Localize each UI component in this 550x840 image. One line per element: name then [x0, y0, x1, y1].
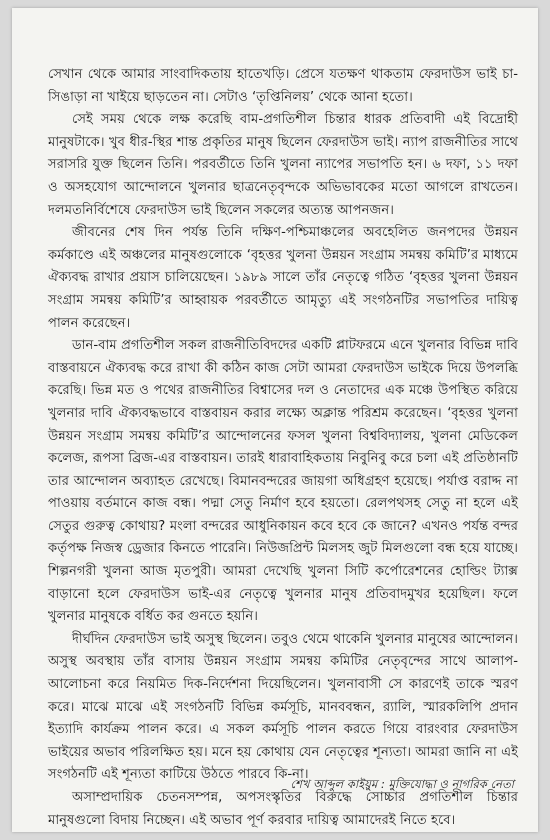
paragraph: দীর্ঘদিন ফেরদাউস ভাই অসুস্থ ছিলেন। তবুও থেমে থাকেনি খুলনার মানুষের আন্দোলন। অসুস্থ অবস্থায় তাঁর বাসায় উন্নয়ন সংগ্রাম সমন্বয় কমিটির নেতৃবৃন্দের সাথে আলাপ-আলোচনা করে নিয়মিত দিক-নির্দেশনা দিয়েছিলেন। খুলনাবাসী সে কারণেই তাকে স্মরণ করে। মাঝে মাঝে এই সংগঠনটি বিভিন্ন কর্মসূচি, মানববন্ধন, র‍্যালি, স্মারকলিপি প্রদান ইত্যাদি কার্যক্রম পালন করে। এ সকল কর্মসূচি পালন করতে গিয়ে বারংবার ফেরদাউস ভাইয়ের অভাব পরিলক্ষিত হয়। মনে হয় কোথায় যেন নেতৃত্বের শূন্যতা। আমরা জানি না এই সংগঠনটি এই শূন্যতা কাটিয়ে উঠতে পারবে কি-না।	[48, 631, 518, 783]
paragraph: জীবনের শেষ দিন পর্যন্ত তিনি দক্ষিণ-পশ্চিমাঞ্চলের অবহেলিত জনপদের উন্নয়ন কর্মকাণ্ডে এই অঞ্চলের মানুষগুলোকে ‘বৃহত্তর খুলনা উন্নয়ন সংগ্রাম সমন্বয় কমিটি’র মাধ্যমে ঐক্যবদ্ধ রাখার প্রয়াস চালিয়েছেন। ১৯৮৯ সালে তাঁর নেতৃত্বে গঠিত ‘বৃহত্তর খুলনা উন্নয়ন সংগ্রাম সমন্বয় কমিটি’র আহ্বায়ক পরবর্তীতে আমৃত্যু এই সংগঠনটির সভাপতির দায়িত্ব পালন করেছেন।	[48, 225, 518, 331]
running-footer: শেখ আব্দুল কাইয়ুম : মুক্তিযোদ্ধা ও নাগরিক নেতা	[290, 777, 514, 791]
book-page	[12, 8, 538, 832]
paragraph: অসাম্প্রদায়িক চেতনসম্পন্ন, অপসংস্কৃতির বিরুদ্ধে সোচ্চার প্রগতিশীল চিন্তার মানুষগুলো বিদায় নিচ্ছেন। এই অভাব পূর্ণ করবার দায়িত্ব আমাদেরই নিতে হবে।	[48, 790, 518, 828]
body-text	[48, 64, 518, 832]
paragraph: সেই সময় থেকে লক্ষ করেছি বাম-প্রগতিশীল চিন্তার ধারক প্রতিবাদী এই বিদ্রোহী মানুষটাকে। খুব ধীর-স্থির শান্ত প্রকৃতির মানুষ ছিলেন ফেরদাউস ভাই। ন্যাপ রাজনীতির সাথে সরাসরি যুক্ত ছিলেন তিনি। পরবর্তীতে তিনি খুলনা ন্যাপের সভাপতি হন। ৬ দফা, ১১ দফা ও অসহযোগ আন্দোলনে খুলনার ছাত্রনেতৃবৃন্দকে অভিভাবকের মতো আগলে রাখতেন। দলমতনির্বিশেষে ফেরদাউস ভাই ছিলেন সকলের অত্যন্ত আপনজন।	[48, 112, 518, 218]
paragraph: সেখান থেকে আমার সাংবাদিকতায় হাতেখড়ি। প্রেসে যতক্ষণ থাকতাম ফেরদাউস ভাই চা-সিঙাড়া না খাইয়ে ছাড়তেন না। সেটাও ‘তৃপ্তিনিলয়’ থেকে আনা হতো।	[48, 67, 518, 105]
paragraph: ডান-বাম প্রগতিশীল সকল রাজনীতিবিদদের একটি প্লাটফরমে এনে খুলনার বিভিন্ন দাবি বাস্তবায়নে ঐক্যবদ্ধ করে রাখা কী কঠিন কাজ সেটা আমরা ফেরদাউস ভাইকে দিয়ে উপলব্ধি করেছি। ভিন্ন মত ও পথের রাজনীতির বিশ্বাসের দল ও নেতাদের এক মঞ্চে উপস্থিত করিয়ে খুলনার দাবি ঐক্যবদ্ধভাবে বাস্তবায়ন করার লক্ষ্যে অক্লান্ত পরিশ্রম করেছেন। ‘বৃহত্তর খুলনা উন্নয়ন সংগ্রাম সমন্বয় কমিটি’র আন্দোলনের ফসল খুলনা বিশ্ববিদ্যালয়, খুলনা মেডিকেল কলেজ, রূপসা ব্রিজ-এর বাস্তবায়ন। তারই ধারাবাহিকতায় নিবুনিবু করে চলা এই প্রতিষ্ঠানটি তার আন্দোলন অব্যাহত রেখেছে। বিমানবন্দরের জায়গা অধিগ্রহণ হয়েছে। পর্যাপ্ত বরাদ্দ না পাওয়ায় বর্তমানে কাজ বন্ধ। পদ্মা সেতু নির্মাণ হবে হয়তো। রেলপথসহ সেতু না হলে এই সেতুর গুরুত্ব কোথায়? মংলা বন্দরের আধুনিকায়ন কবে হবে কে জানে? এখনও পর্যন্ত বন্দর কর্তৃপক্ষ নিজস্ব ড্রেজার কিনতে পারেনি। নিউজপ্রিন্ট মিলসহ জুট মিলগুলো বন্ধ হয়ে যাচ্ছে। শিল্পনগরী খুলনা আজ মৃতপুরী। আমরা দেখেছি খুলনা সিটি কর্পোরেশনের হোল্ডিং ট্যাক্স বাড়ানো হলে ফেরদাউস ভাই-এর নেতৃত্বে খুলনার মানুষ প্রতিবাদমুখর হয়েছিল। ফলে খুলনার মানুষকে বর্ধিত কর গুনতে হয়নি।	[48, 338, 518, 625]
